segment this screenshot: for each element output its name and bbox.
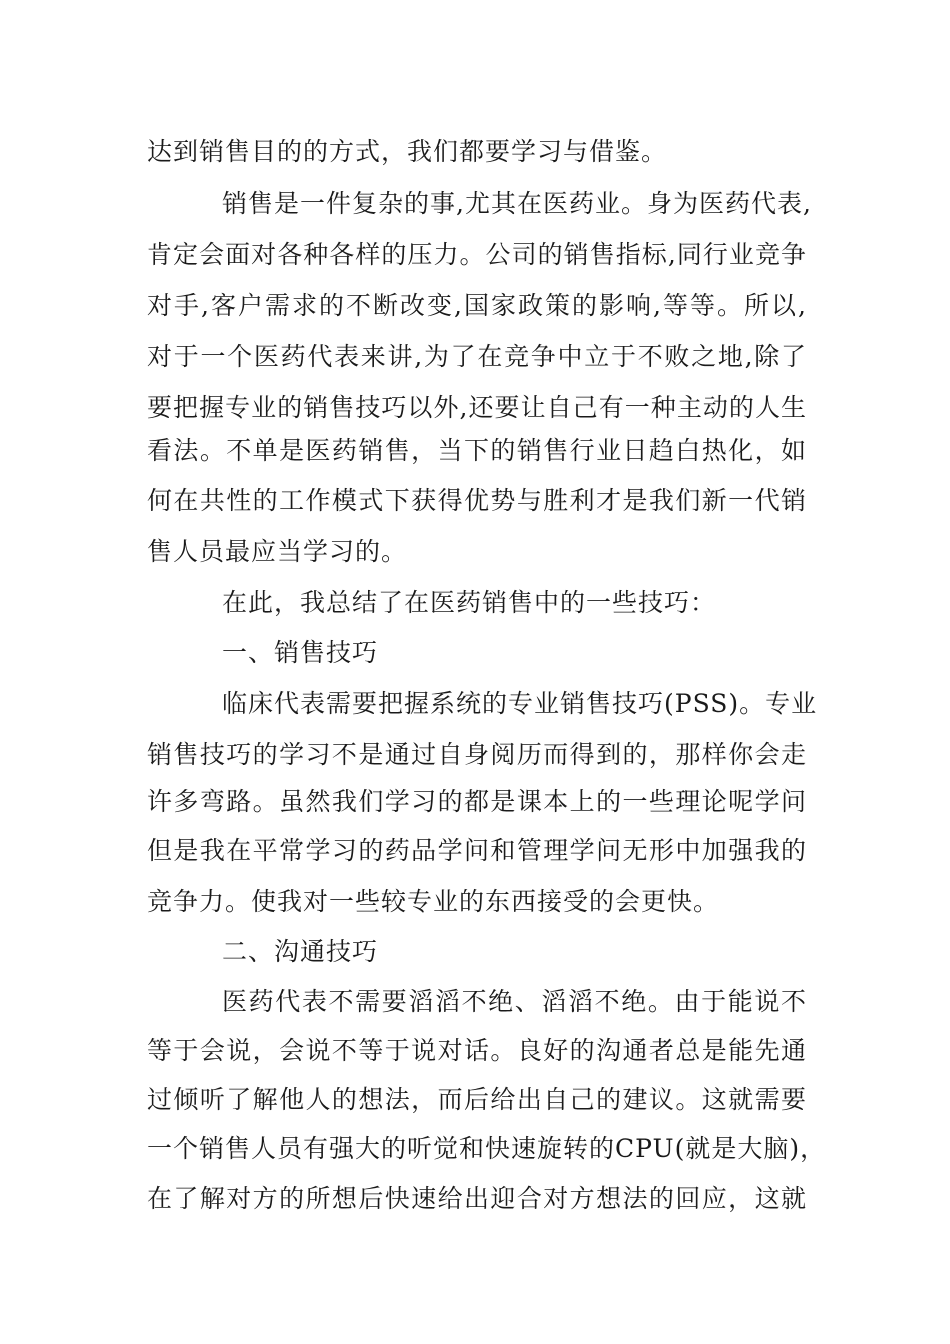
text-line: 对手,客户需求的不断改变,国家政策的影响,等等。所以, (147, 291, 807, 320)
text-line: 达到销售目的的方式，我们都要学习与借鉴。 (147, 137, 668, 166)
section-heading: 二、沟通技巧 (222, 937, 379, 966)
text-line: 售人员最应当学习的。 (147, 537, 408, 566)
text-line: 许多弯路。虽然我们学习的都是课本上的一些理论呢学问 (147, 787, 807, 816)
text-line: 一个销售人员有强大的听觉和快速旋转的CPU(就是大脑)， (147, 1134, 827, 1163)
text-line: 在了解对方的所想后快速给出迎合对方想法的回应，这就 (147, 1184, 807, 1213)
section-heading: 一、销售技巧 (222, 638, 379, 667)
text-line: 看法。不单是医药销售，当下的销售行业日趋白热化，如 (147, 436, 807, 465)
text-line: 何在共性的工作模式下获得优势与胜利才是我们新一代销 (147, 486, 807, 515)
paragraph-first-line: 在此，我总结了在医药销售中的一些技巧： (222, 588, 717, 617)
text-line: 对于一个医药代表来讲,为了在竞争中立于不败之地,除了 (147, 342, 807, 371)
text-line: 但是我在平常学习的药品学问和管理学问无形中加强我的 (147, 836, 807, 865)
paragraph-first-line: 临床代表需要把握系统的专业销售技巧(PSS)。专业 (222, 689, 818, 718)
text-line: 等于会说，会说不等于说对话。良好的沟通者总是能先通 (147, 1036, 807, 1065)
text-line: 竞争力。使我对一些较专业的东西接受的会更快。 (147, 887, 720, 916)
text-line: 肯定会面对各种各样的压力。公司的销售指标,同行业竞争 (147, 240, 807, 269)
text-line: 过倾听了解他人的想法，而后给出自己的建议。这就需要 (147, 1085, 807, 1114)
paragraph-first-line: 医药代表不需要滔滔不绝、滔滔不绝。由于能说不 (222, 987, 807, 1016)
text-line: 要把握专业的销售技巧以外,还要让自己有一种主动的人生 (147, 393, 807, 422)
text-line: 销售技巧的学习不是通过自身阅历而得到的，那样你会走 (147, 740, 807, 769)
paragraph-first-line: 销售是一件复杂的事,尤其在医药业。身为医药代表, (222, 189, 812, 218)
